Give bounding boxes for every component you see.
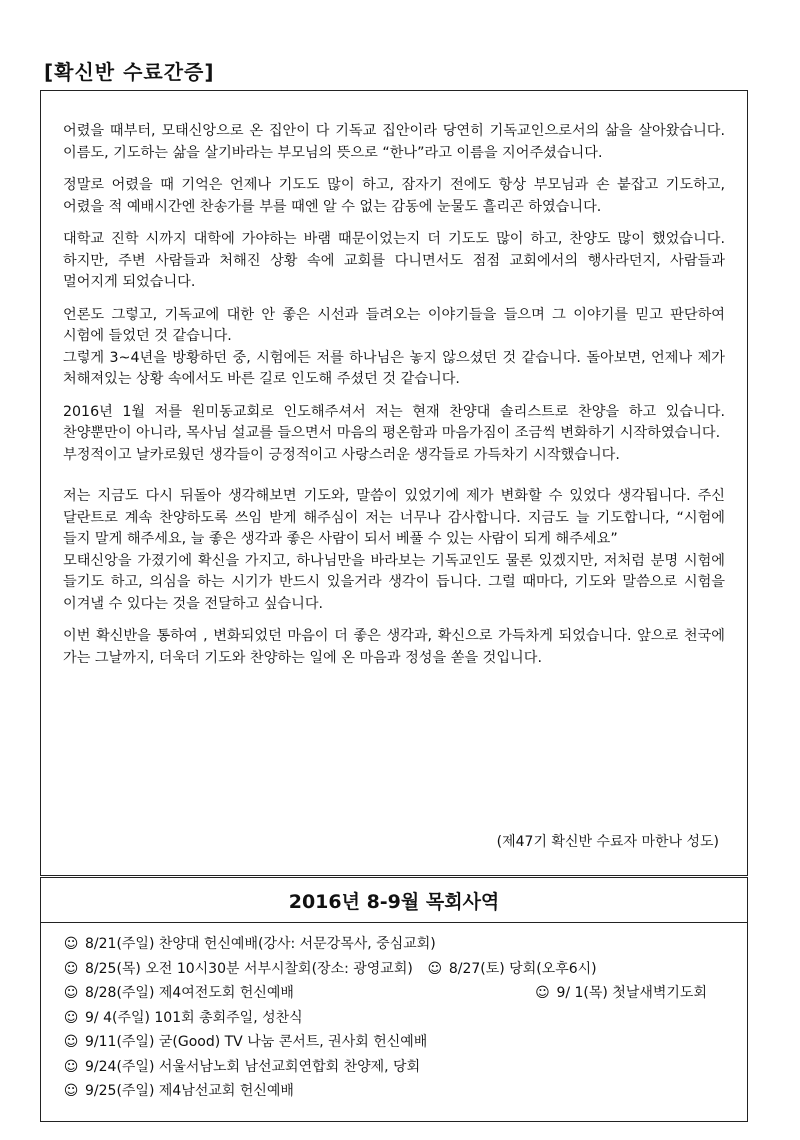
schedule-row <box>63 932 747 957</box>
testimony-body <box>63 121 725 680</box>
smiley-face-icon: ☺ <box>63 1058 79 1075</box>
schedule-row <box>63 957 747 982</box>
schedule-item-text: 8/28(주일) 제4여전도회 헌신예배 <box>85 985 294 1001</box>
schedule-row <box>63 981 747 1006</box>
schedule-row <box>63 1006 747 1031</box>
schedule-item-text: 9/ 4(주일) 101회 총회주일, 성찬식 <box>85 1009 303 1026</box>
smiley-face-icon: ☺ <box>427 960 443 977</box>
schedule-item <box>63 957 413 982</box>
testimony-paragraph: 이번 확신반을 통하여 , 변화되었던 마음이 더 좋은 생각과, 확신으로 가득차게 되었습니다. 앞으로 천국에 가는 그날까지, 더욱더 기도와 찬양하는 일에 온 마음과 정성을 쏟을 것입니다. <box>63 628 725 666</box>
schedule-item <box>63 1030 427 1055</box>
testimony-paragraph: 대학교 진학 시까지 대학에 가야하는 바램 때문이었는지 더 기도도 많이 하고, 찬양도 많이 했었습니다. 하지만, 주변 사람들과 처해진 상황 속에 교회를 다니면서도 점점 교회에서의 행사라던지, 사람들과 멀어지게 되었습니다. <box>63 231 725 290</box>
smiley-face-icon: ☺ <box>63 1034 79 1050</box>
schedule-row <box>63 1055 747 1080</box>
smiley-face-icon: ☺ <box>63 1009 79 1026</box>
schedule-row <box>63 1079 747 1104</box>
schedule-item-text: 8/21(주일) 찬양대 헌신예배(강사: 서문강목사, 중심교회) <box>85 936 436 952</box>
testimony-paragraph: 언론도 그렇고, 기독교에 대한 안 좋은 시선과 들려오는 이야기들을 들으며 그 이야기를 믿고 판단하여 시험에 들었던 것 같습니다. 그렇게 3~4년을 방황하던 중, 시험에든 저를 하나님은 놓지 않으셨던 것 같습니다. 돌아보면, 언제나 제가 처해져있는 상황 속에서도 바른 길로 인도해 주셨던 것 같습니다. <box>63 306 725 387</box>
schedule-item <box>63 1006 303 1031</box>
smiley-face-icon: ☺ <box>535 985 550 1001</box>
schedule-item <box>534 981 747 1006</box>
schedule-item-text: 8/27(토) 당회(오후6시) <box>448 960 597 977</box>
smiley-face-icon: ☺ <box>63 960 79 977</box>
testimony-paragraph: 저는 지금도 다시 뒤돌아 생각해보면 기도와, 말씀이 있었기에 제가 변화할 수 있었다 생각됩니다. 주신 달란트로 계속 찬양하도록 쓰임 받게 해주심이 저는 너무나 감사합니다. 지금도 늘 기도합니다, “시험에 들지 말게 해주세요, 늘 좋은 생각과 좋은 사람이 되서 베풀 수 있는 사람이 되게 해주세요” 모태신앙을 가졌기에 확신을 가지고, 하나님만을 바라보는 기독교인도 물론 있겠지만, 저처럼 분명 시험에 들기도 하고, 의심을 하는 시기가 반드시 있을거라 생각이 듭니다. 그럴 때마다, 기도와 말씀으로 시험을 이겨낼 수 있다는 것을 전달하고 싶습니다. <box>63 488 725 612</box>
schedule-item <box>63 1079 294 1104</box>
schedule-item <box>427 957 597 982</box>
schedule-item-text: 9/24(주일) 서울서남노회 남선교회연합회 찬양제, 당회 <box>85 1058 421 1075</box>
schedule-list <box>41 923 747 1104</box>
schedule-item <box>63 981 294 1006</box>
schedule-item-text: 8/25(목) 오전 10시30분 서부시찰회(장소: 광영교회) <box>85 960 413 977</box>
schedule-item <box>63 1055 420 1080</box>
smiley-face-icon: ☺ <box>63 936 79 952</box>
smiley-face-icon: ☺ <box>63 985 79 1001</box>
testimony-paragraph: 2016년 1월 저를 원미동교회로 인도해주셔서 저는 현재 찬양대 솔리스트로 찬양을 하고 있습니다. 찬양뿐만이 아니라, 목사님 설교를 들으면서 마음의 평온함과 마음가짐이 조금씩 변화하기 시작하였습니다. 부정적이고 날카로웠던 생각들이 긍정적이고 사랑스러운 생각들로 가득차기 시작했습니다. <box>63 403 725 463</box>
schedule-item <box>63 932 436 957</box>
schedule-title: 2016년 8-9월 목회사역 <box>41 878 747 923</box>
section-title: [확신반 수료간증] <box>44 60 215 84</box>
testimony-box <box>40 90 748 876</box>
schedule-item-text: 9/25(주일) 제4남선교회 헌신예배 <box>85 1083 294 1099</box>
schedule-item-text: 9/ 1(목) 첫날새벽기도회 <box>556 985 707 1001</box>
smiley-face-icon: ☺ <box>63 1083 79 1099</box>
schedule-row <box>63 1030 747 1055</box>
testimony-paragraph: 정말로 어렸을 때 기억은 언제나 기도도 많이 하고, 잠자기 전에도 항상 부모님과 손 붙잡고 기도하고, 어렸을 적 예배시간엔 찬송가를 부를 때엔 알 수 없는 감동에 눈물도 흘리곤 하였습니다. <box>63 177 725 215</box>
schedule-box <box>40 877 748 1122</box>
schedule-item-text: 9/11(주일) 굳(Good) TV 나눔 콘서트, 권사회 헌신예배 <box>85 1034 428 1050</box>
testimony-paragraph: 어렸을 때부터, 모태신앙으로 온 집안이 다 기독교 집안이라 당연히 기독교인으로서의 삶을 살아왔습니다. 이름도, 기도하는 삶을 살기바라는 부모님의 뜻으로 “한나”라고 이름을 지어주셨습니다. <box>63 123 725 161</box>
testimony-signature: (제47기 확신반 수료자 마한나 성도) <box>496 834 719 850</box>
